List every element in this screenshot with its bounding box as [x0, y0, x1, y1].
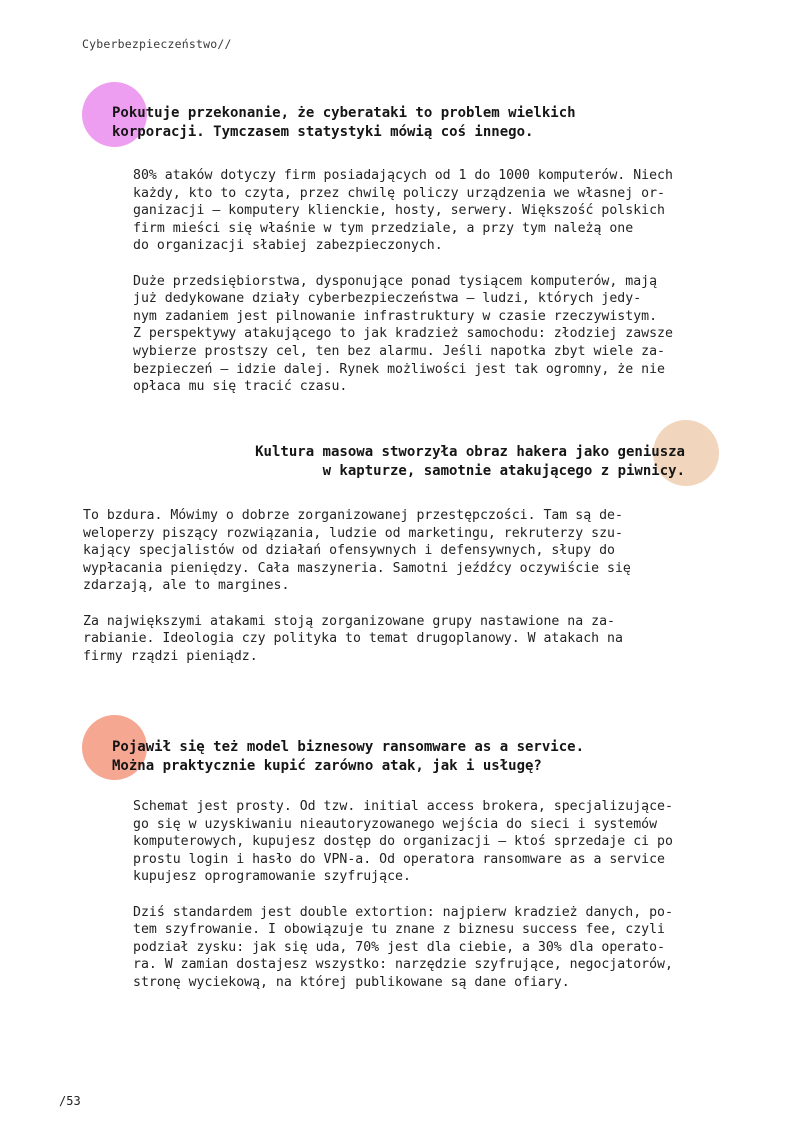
answer-paragraph: 80% ataków dotyczy firm posiadających od 1 do 1000 komputerów. Niech każdy, kto to czyta, przez chwilę policzy urządzenia we własnej or- ganizacji – komputery klienckie, hosty, serwery. Większość polskich firm mieści się właśnie w tym przedziale, a przy tym należą one do organizacji słabiej zabezpieczonych.: [133, 168, 673, 254]
answer-paragraph: To bzdura. Mówimy o dobrze zorganizowanej przestępczości. Tam są de- weloperzy piszący rozwiązania, ludzie od marketingu, rekruterzy szu- kający specjalistów od działań ofensywnych i defensywnych, słupy do wypłacania pieniędzy. Cała maszyneria. Samotni jeźdźcy oczywiście się zdarzają, ale to margines.: [83, 508, 631, 594]
answer-paragraph: Duże przedsiębiorstwa, dysponujące ponad tysiącem komputerów, mają już dedykowane działy cyberbezpieczeństwa – ludzi, których jedy- nym zadaniem jest pilnowanie infrastruktury w czasie rzeczywistym. Z perspektywy atakującego to jak kradzież samochodu: złodziej zawsze wybierze prostszy cel, ten bez alarmu. Jeśli napotka zbyt wiele za- bezpieczeń – idzie dalej. Rynek możliwości jest tak ogromny, że nie opłaca mu się tracić czasu.: [133, 273, 673, 395]
interview-question-3: Pojawił się też model biznesowy ransomware as a service. Można praktycznie kupić zarówno atak, jak i usługę?: [112, 739, 585, 774]
running-header: Cyberbezpieczeństwo//: [82, 37, 232, 51]
interview-answer-3: [133, 798, 673, 1009]
interview-question-2: Kultura masowa stworzyła obraz hakera jako geniusza w kapturze, samotnie atakującego z piwnicy.: [255, 444, 685, 479]
answer-paragraph: Dziś standardem jest double extortion: najpierw kradzież danych, po- tem szyfrowanie. I obowiązuje tu znane z biznesu success fee, czyli podział zysku: jak się uda, 70% jest dla ciebie, a 30% dla operato- ra. W zamian dostajesz wszystko: narzędzie szyfrujące, negocjatorów, stronę wyciekową, na której publikowane są dane ofiary.: [133, 904, 673, 990]
interview-question-1: Pokutuje przekonanie, że cyberataki to problem wielkich korporacji. Tymczasem statystyki mówią coś innego.: [112, 105, 576, 140]
interview-answer-2: [83, 507, 631, 683]
page-number: /53: [59, 1094, 81, 1108]
answer-paragraph: Schemat jest prosty. Od tzw. initial access brokera, specjalizujące- go się w uzyskiwaniu nieautoryzowanego wejścia do sieci i systemów komputerowych, kupujesz dostęp do organizacji – ktoś sprzedaje ci po prostu login i hasło do VPN-a. Od operatora ransomware as a service kupujesz oprogramowanie szyfrujące.: [133, 799, 673, 885]
answer-paragraph: Za największymi atakami stoją zorganizowane grupy nastawione na za- rabianie. Ideologia czy polityka to temat drugoplanowy. W atakach na firmy rządzi pieniądz.: [83, 613, 623, 664]
interview-answer-1: [133, 167, 673, 413]
